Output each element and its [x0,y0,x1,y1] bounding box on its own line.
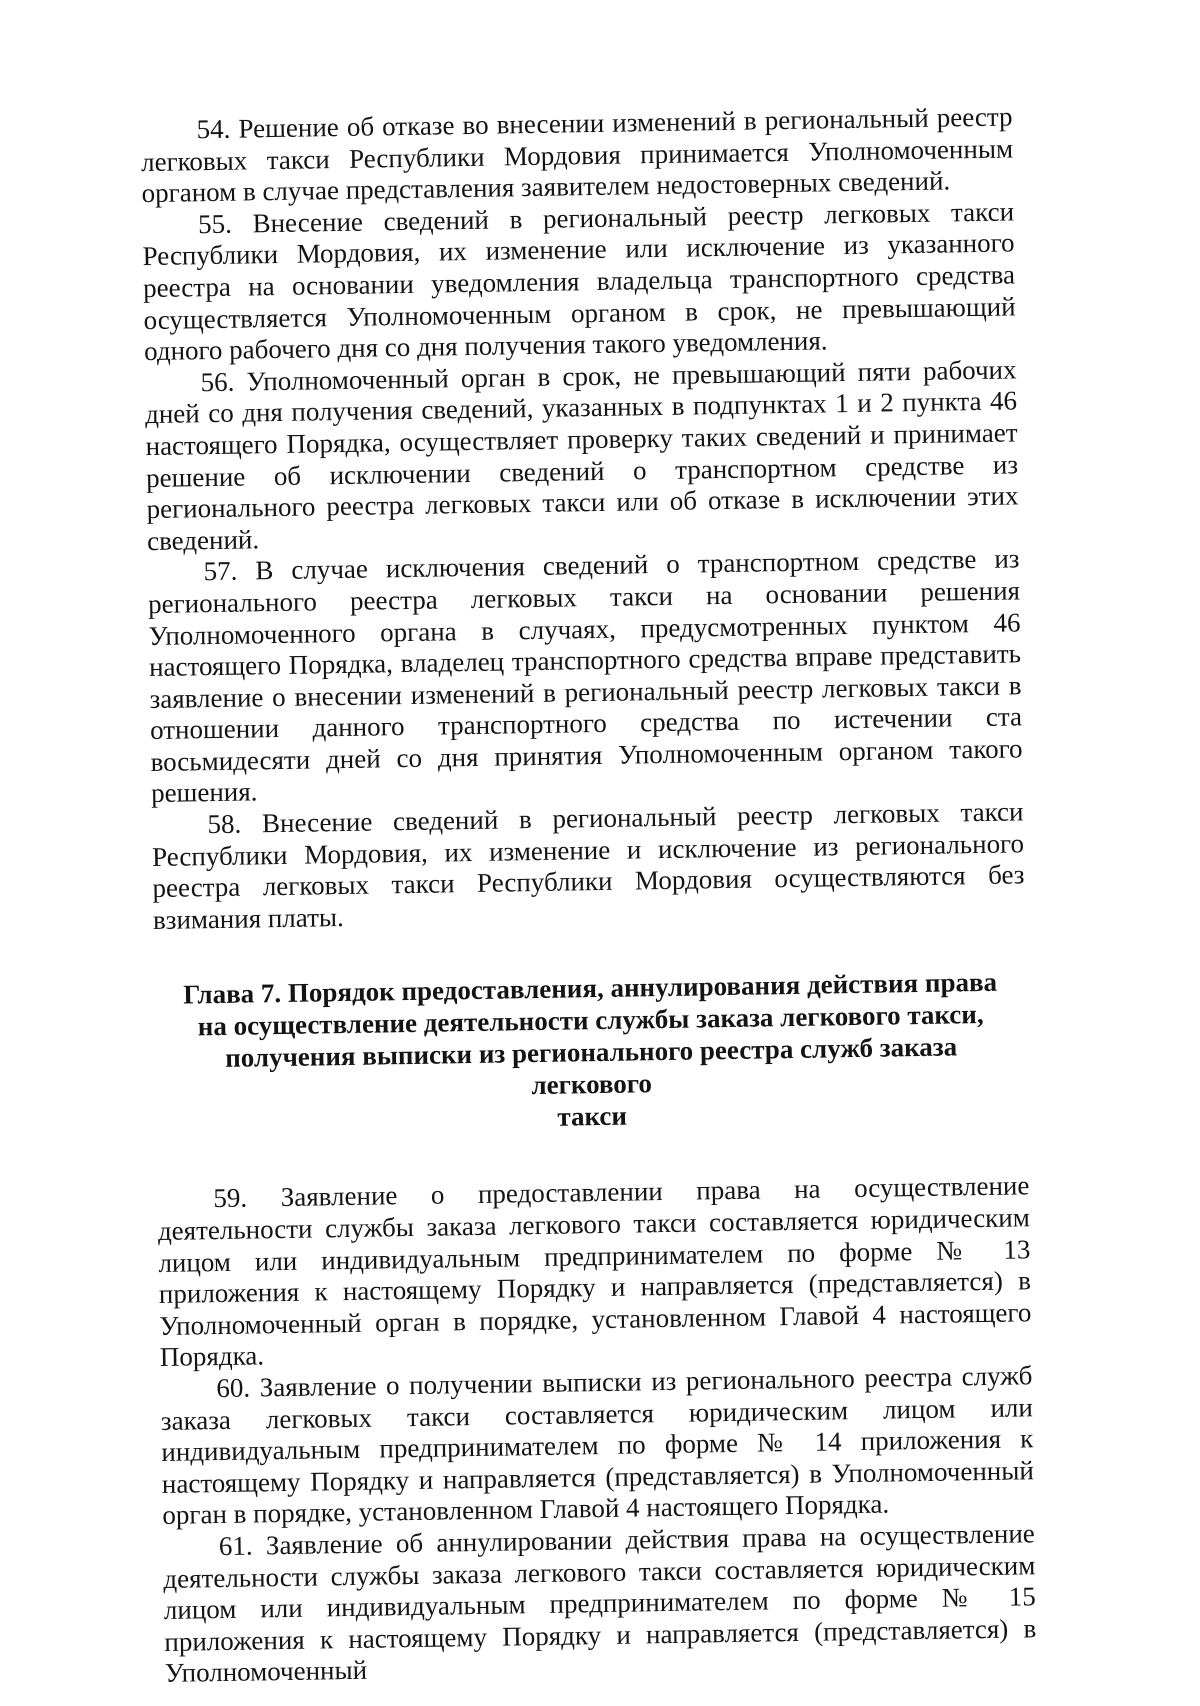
paragraph-57: 57. В случае исключения сведений о транспортном средстве из регионального реестра легковых такси на основании решения Уполномоченного органа в случаях, предусмотренных пунктом 46 настоящего Порядка, владелец транспортного средства вправе представить заявление о внесении изменений в региональный реестр легковых такси в отношении данного транспортного средства по истечении ста восьмидесяти дней со дня принятия Уполномоченным органом такого решения. [147,543,1023,809]
chapter-7-heading [154,966,1028,1140]
paragraph-60: 60. Заявление о получении выписки из регионального реестра служб заказа легковых такси составляется юридическим лицом или индивидуальным предпринимателем по форме № 14 приложения к настоящему Порядку и направляется (представляется) в Уполномоченный орган в порядке, установленном Главой 4 настоящего Порядка. [160,1360,1035,1531]
paragraph-61: 61. Заявление об аннулировании действия права на осуществление деятельности службы заказа легкового такси составляется юридическим лицом или индивидуальным предпринимателем по форме № 15 приложения к настоящему Порядку и направляется (представляется) в Уполномоченный [163,1518,1037,1689]
paragraph-55: 55. Внесение сведений в региональный реестр легковых такси Республики Мордовия, их изменение или исключение из указанного реестра на основании уведомления владельца транспортного средства осуществляется Уполномоченным органом в срок, не превышающий одного рабочего дня со дня получения такого уведомления. [142,196,1016,367]
paragraph-56: 56. Уполномоченный орган в срок, не превышающий пяти рабочих дней со дня получения сведений, указанных в подпунктах 1 и 2 пункта 46 настоящего Порядка, осуществляет проверку таких сведений и принимает решение об исключении сведений о транспортном средстве из регионального реестра легковых такси или об отказе в исключении этих сведений. [144,354,1019,556]
paragraph-58: 58. Внесение сведений в региональный реестр легковых такси Республики Мордовия, их изменение и исключение из регионального реестра легковых такси Республики Мордовия осуществляются без взимания платы. [151,796,1025,935]
chapter-heading-line-2: на осуществление деятельности службы заказа легкового такси, [197,999,984,1042]
chapter-heading-line-1: Глава 7. Порядок предоставления, аннулирования действия права [183,967,998,1010]
document-body [140,101,1037,1689]
paragraph-59: 59. Заявление о предоставлении права на осуществление деятельности службы заказа легкового такси составляется юридическим лицом или индивидуальным предпринимателем по форме № 13 приложения к настоящему Порядку и направляется (представляется) в Уполномоченный орган в порядке, установленном Главой 4 настоящего Порядка. [157,1170,1032,1373]
chapter-heading-line-4: такси [557,1101,628,1133]
paragraph-54: 54. Решение об отказе во внесении изменений в региональный реестр легковых такси Республики Мордовия принимается Уполномоченным органом в случае представления заявителем недостоверных сведений. [140,101,1014,209]
chapter-heading-line-3: получения выписки из регионального реестра служб заказа легкового [224,1031,958,1101]
